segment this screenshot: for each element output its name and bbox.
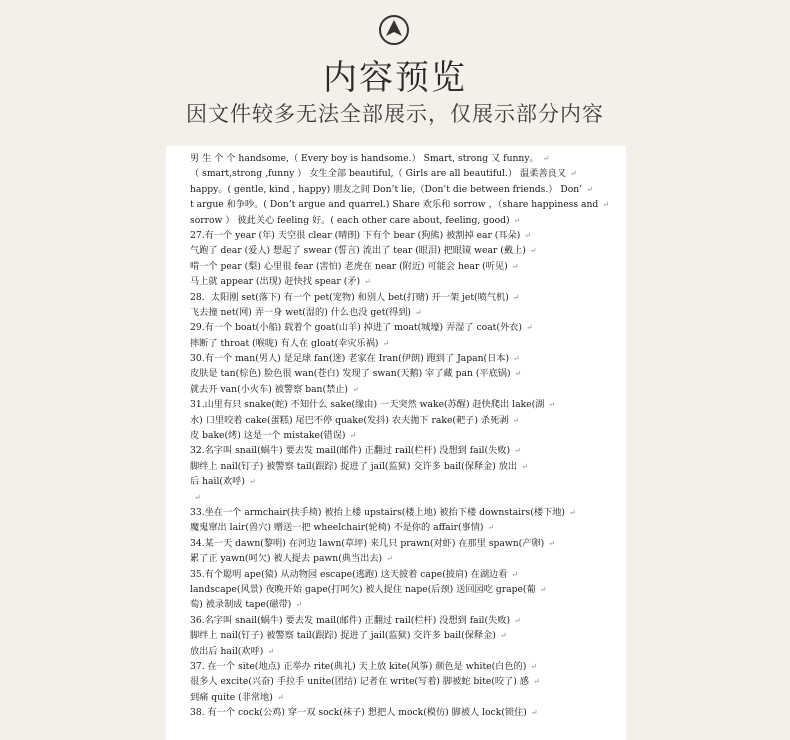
paragraph-mark-icon: ↵	[364, 277, 371, 287]
document-line	[190, 366, 602, 381]
document-line-text: 脚绊上 nail(钉子) 被警察 tail(跟踪) 捉进了 jail(监狱) 交许多 bail(保释金) 放出	[190, 460, 518, 472]
document-line-text: 皮 bake(烤) 这是一个 mistake(错误)	[190, 430, 346, 442]
paragraph-mark-icon: ↵	[487, 523, 495, 533]
document-line-text: 脚绊上 nail(钉子) 被警察 tail(跟踪) 捉进了 jail(监狱) 交许多 bail(保释金)	[190, 630, 496, 642]
document-line	[190, 243, 602, 258]
paragraph-mark-icon: ↵	[194, 492, 201, 502]
paragraph-mark-icon: ↵	[513, 354, 520, 364]
document-line	[190, 505, 602, 520]
document-line	[190, 520, 602, 535]
document-line	[190, 674, 602, 689]
document-line	[190, 490, 602, 505]
document-line-text: 后 hail(欢呼)	[190, 476, 245, 488]
paragraph-mark-icon: ↵	[539, 584, 547, 594]
document-line-text: 37. 在一个 site(地点) 正举办 rite(典礼) 天上放 kite(风筝) 颜色是 white(白色的)	[190, 660, 527, 672]
paragraph-mark-icon: ↵	[511, 569, 519, 579]
document-line	[190, 567, 602, 582]
paragraph-mark-icon: ↵	[513, 215, 521, 225]
paragraph-mark-icon: ↵	[586, 184, 593, 194]
paragraph-mark-icon: ↵	[521, 461, 528, 471]
paragraph-mark-icon: ↵	[514, 369, 522, 379]
paragraph-mark-icon: ↵	[512, 415, 520, 425]
paragraph-mark-icon: ↵	[512, 292, 520, 302]
document-line	[190, 613, 602, 628]
document-line	[190, 182, 602, 197]
document-line	[190, 459, 602, 474]
paragraph-mark-icon: ↵	[524, 230, 532, 240]
paragraph-mark-icon: ↵	[568, 507, 576, 517]
document-line-text: landscape(风景) 夜晚开始 gape(打呵欠) 被人捉住 nape(后颈) 送回园吃 grape(葡	[190, 583, 536, 595]
document-line-text: t argue 和争吵。( Don’t argue and quarrel.) Share 欢乐和 sorrow ，（share happiness and	[190, 199, 599, 211]
paragraph-mark-icon: ↵	[511, 261, 519, 271]
document-line	[190, 628, 602, 643]
document-line	[190, 474, 602, 489]
document-line-text: 27.有一个 year (年) 天空很 clear (晴朗) 下有个 bear (狗熊) 被割掉 ear (耳朵)	[190, 229, 521, 241]
compass-logo-icon	[378, 14, 410, 46]
paragraph-mark-icon: ↵	[548, 400, 556, 410]
paragraph-mark-icon: ↵	[352, 384, 359, 394]
document-line	[190, 443, 602, 458]
document-line	[190, 536, 602, 551]
document-line-text: sorrow ） 彼此关心 feeling 好。( each other care about, feeling, good)	[190, 214, 510, 226]
document-line-text: 30.有一个 man(男人) 是足球 fan(迷) 老家在 Iran(伊朗) 跑到了 Japan(日本)	[190, 353, 510, 365]
page-title: 内容预览	[323, 58, 467, 98]
document-line	[190, 290, 602, 305]
document-line	[190, 336, 602, 351]
paragraph-mark-icon: ↵	[267, 646, 275, 656]
document-line-text: （ smart,strong ,funny ） 女生全部 beautiful,（ Girls are all beautiful.） 温柔善良又	[190, 168, 566, 180]
document-line-text: 28．太阳刚 set(落下) 有一个 pet(宠物) 和别人 bet(打赌) 开一架 jet(喷气机)	[190, 291, 509, 303]
paragraph-mark-icon: ↵	[532, 677, 540, 687]
document-line-text: 啃一个 pear (梨) 心里很 fear (害怕) 老虎在 near (附近) 可能会 hear (听见)	[190, 260, 508, 272]
document-line-text: 38. 有一个 cock(公鸡) 穿一双 sock(袜子) 想把人 mock(模仿) 脚被人 lock(锁住)	[190, 707, 527, 719]
paragraph-mark-icon: ↵	[349, 431, 357, 441]
paragraph-mark-icon: ↵	[514, 615, 521, 625]
document-line	[190, 644, 602, 659]
document-line-text: 放出后 hail(欢呼)	[190, 645, 264, 657]
document-line-text: 男 生 个 个 handsome,（ Every boy is handsome.） Smart, strong 又 funny。	[190, 153, 539, 164]
paragraph-mark-icon: ↵	[542, 154, 550, 163]
paragraph-mark-icon: ↵	[499, 631, 507, 641]
document-line	[190, 228, 602, 243]
document-line	[190, 397, 602, 412]
document-line-text: 累了正 yawn(呵欠) 被人捉去 pawn(典当出去)	[190, 553, 383, 565]
document-line	[190, 197, 610, 212]
paragraph-mark-icon: ↵	[276, 692, 284, 702]
page-subtitle: 因文件较多无法全部展示，仅展示部分内容	[186, 102, 604, 126]
paragraph-mark-icon: ↵	[569, 169, 577, 179]
document-line-text: 就去开 van(小火车) 被警察 ban(禁止)	[190, 383, 349, 395]
document-line-text: 气跑了 dear (爱人) 想起了 swear (誓言) 流出了 tear (眼泪) 把眼镜 wear (戴上)	[190, 245, 526, 257]
document-line	[190, 305, 602, 320]
document-line-text: happy。( gentle, kind , happy) 朋友之间 Don’t lie,（Don’t die between friends.） Don’	[190, 183, 583, 195]
document-line-text: 魔鬼窜出 lair(兽穴) 赠送一把 wheelchair(轮椅) 不是你的 affair(事情)	[190, 522, 484, 534]
document-line-text: 飞去撞 net(网) 弄一身 wet(湿的) 什么也没 get(得到)	[190, 306, 411, 318]
document-line	[190, 659, 602, 674]
paragraph-mark-icon: ↵	[248, 477, 256, 487]
document-line	[190, 705, 602, 720]
paragraph-mark-icon: ↵	[386, 554, 393, 564]
document-line	[190, 582, 602, 597]
paragraph-mark-icon: ↵	[414, 307, 422, 317]
document-line	[190, 413, 602, 428]
document-line-text: 35.有个聪明 ape(猿) 从动物园 escape(逃跑) 这天披着 cape(披肩) 在湖边看	[190, 568, 508, 580]
paragraph-mark-icon: ↵	[602, 200, 610, 210]
document-line-text: 水) 口里咬着 cake(蛋糕) 尾巴不停 quake(发抖) 农夫拋下 rake(耙子) 杀死剥	[190, 414, 509, 426]
paragraph-mark-icon: ↵	[525, 323, 533, 333]
document-line-text: 36.名字叫 snail(蜗牛) 要去发 mail(邮件) 正翻过 rail(栏杆) 没想到 fail(失败)	[190, 614, 511, 626]
document-line	[190, 597, 602, 612]
paragraph-mark-icon: ↵	[295, 600, 303, 610]
document-line	[190, 351, 602, 366]
document-line-text: 29.有一个 boat(小船) 载着个 goat(山羊) 掉进了 moat(城壕) 弄湿了 coat(外衣)	[190, 322, 522, 334]
document-line-text: 33.坐在一个 armchair(扶手椅) 被抬上楼 upstairs(楼上地) 被抬下楼 downstairs(楼下地)	[190, 506, 565, 518]
document-line-text: 到痛 quite (非常地)	[190, 691, 273, 703]
document-line	[190, 690, 602, 705]
document-line	[190, 428, 602, 443]
document-line	[190, 213, 602, 228]
document-line	[190, 166, 602, 181]
document-line	[190, 259, 602, 274]
document-line-text: 32.名字叫 snail(蜗牛) 要去发 mail(邮件) 正翻过 rail(栏杆) 没想到 fail(失败)	[190, 445, 511, 457]
document-line-text: 摔断了 throat (喉咙) 有人在 gloat(幸灾乐祸)	[190, 337, 379, 349]
document-line	[190, 382, 602, 397]
document-line-text: 马上就 appear (出现) 赶快找 spear (矛)	[190, 276, 361, 288]
document-line	[190, 274, 602, 289]
paragraph-mark-icon: ↵	[529, 246, 537, 256]
paragraph-mark-icon: ↵	[382, 338, 390, 348]
document-preview	[166, 146, 626, 740]
document-line	[190, 151, 602, 166]
document-line-text: 萄) 被录制成 tape(磁带)	[190, 599, 292, 611]
document-line-text: 34.某一天 dawn(黎明) 在河边 lawn(草坪) 来几只 prawn(对虾) 在那里 spawn(产卵)	[190, 537, 545, 549]
document-line	[190, 551, 602, 566]
document-line-text: 很多人 excite(兴奋) 手拉手 unite(团结) 记者在 write(写着) 脚被蛇 bite(咬了) 感	[190, 676, 529, 688]
paragraph-mark-icon: ↵	[514, 446, 521, 456]
document-lines	[190, 151, 610, 720]
paragraph-mark-icon: ↵	[548, 538, 555, 548]
document-line	[190, 320, 602, 335]
paragraph-mark-icon: ↵	[530, 708, 538, 718]
document-line-text: 31.山里有只 snake(蛇) 不知什么 sake(缘由) 一天突然 wake(苏醒) 赶快爬出 lake(湖	[190, 399, 545, 411]
paragraph-mark-icon: ↵	[530, 661, 538, 671]
document-line-text: 皮肤是 tan(棕色) 脸色很 wan(苍白) 发现了 swan(天鹅) 宰了藏 pan (平底锅)	[190, 368, 511, 380]
